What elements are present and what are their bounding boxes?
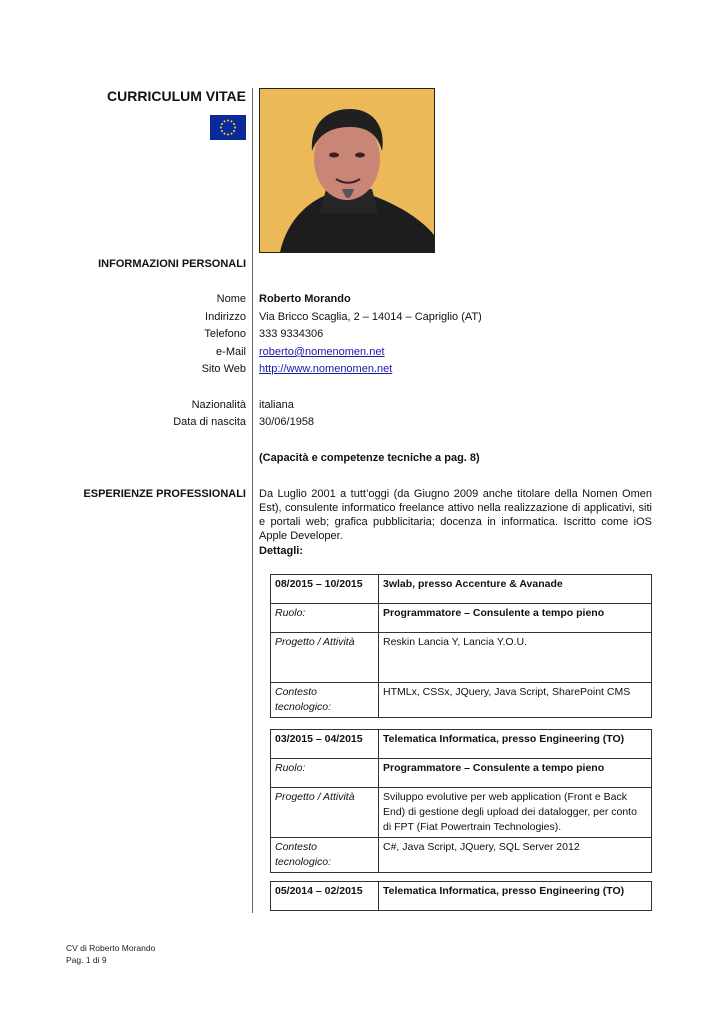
birthdate-label: Data di nascita <box>173 416 246 428</box>
website-label: Sito Web <box>201 363 246 375</box>
birthdate-value: 30/06/1958 <box>259 416 315 428</box>
job-tech: C#, Java Script, JQuery, SQL Server 2012 <box>379 838 652 873</box>
email-link[interactable]: roberto@nomenomen.net <box>259 346 385 358</box>
skills-note: (Capacità e competenze tecniche a pag. 8) <box>259 452 480 464</box>
role-label: Ruolo: <box>271 759 379 788</box>
section-heading-personal: INFORMAZIONI PERSONALI <box>98 258 246 270</box>
name-value: Roberto Morando <box>259 293 351 305</box>
job-tech: HTMLx, CSSx, JQuery, Java Script, SharePoint CMS <box>379 683 652 718</box>
experience-summary: Da Luglio 2001 a tutt’oggi (da Giugno 2009 anche titolare della Nomen Omen Est), consulente informatico freelance attivo nella realizzazione di applicativi, siti e portali web; grafica pubblicitaria; docenza in informatica. Iscritto come iOS Apple Developer. <box>259 488 652 542</box>
column-divider <box>252 88 253 913</box>
details-label: Dettagli: <box>259 545 303 557</box>
job-role: Programmatore – Consulente a tempo pieno <box>379 604 652 633</box>
project-label: Progetto / Attività <box>271 633 379 683</box>
name-label: Nome <box>216 293 246 305</box>
job-table-2 <box>270 729 652 873</box>
tech-label: Contesto tecnologico: <box>271 838 379 873</box>
phone-label: Telefono <box>204 328 246 340</box>
section-heading-experience: ESPERIENZE PROFESSIONALI <box>83 488 246 500</box>
job-company: Telematica Informatica, presso Engineering (TO) <box>379 730 652 759</box>
footer-author: CV di Roberto Morando <box>66 943 156 953</box>
job-period: 03/2015 – 04/2015 <box>271 730 379 759</box>
job-company: Telematica Informatica, presso Engineering (TO) <box>379 882 652 911</box>
address-label: Indirizzo <box>205 311 246 323</box>
eu-flag-icon <box>210 115 246 140</box>
role-label: Ruolo: <box>271 604 379 633</box>
job-company: 3wlab, presso Accenture & Avanade <box>379 575 652 604</box>
address-value: Via Bricco Scaglia, 2 – 14014 – Capriglio (AT) <box>259 311 482 323</box>
job-role: Programmatore – Consulente a tempo pieno <box>379 759 652 788</box>
page-title: CURRICULUM VITAE <box>107 88 246 104</box>
website-link[interactable]: http://www.nomenomen.net <box>259 363 393 375</box>
phone-value: 333 9334306 <box>259 328 324 340</box>
nationality-label: Nazionalità <box>191 399 246 411</box>
profile-photo <box>259 88 435 253</box>
job-period: 08/2015 – 10/2015 <box>271 575 379 604</box>
project-label: Progetto / Attività <box>271 788 379 838</box>
footer-page-number: Pag. 1 di 9 <box>66 955 107 965</box>
nationality-value: italiana <box>259 399 294 411</box>
job-project: Reskin Lancia Y, Lancia Y.O.U. <box>379 633 652 683</box>
job-period: 05/2014 – 02/2015 <box>271 882 379 911</box>
job-project: Sviluppo evolutive per web application (Front e Back End) di gestione degli upload dei datalogger, per conto di FPT (Fiat Powertrain Technologies). <box>379 788 652 838</box>
job-table-1 <box>270 574 652 718</box>
email-label: e-Mail <box>216 346 246 358</box>
job-table-3 <box>270 881 652 911</box>
tech-label: Contesto tecnologico: <box>271 683 379 718</box>
